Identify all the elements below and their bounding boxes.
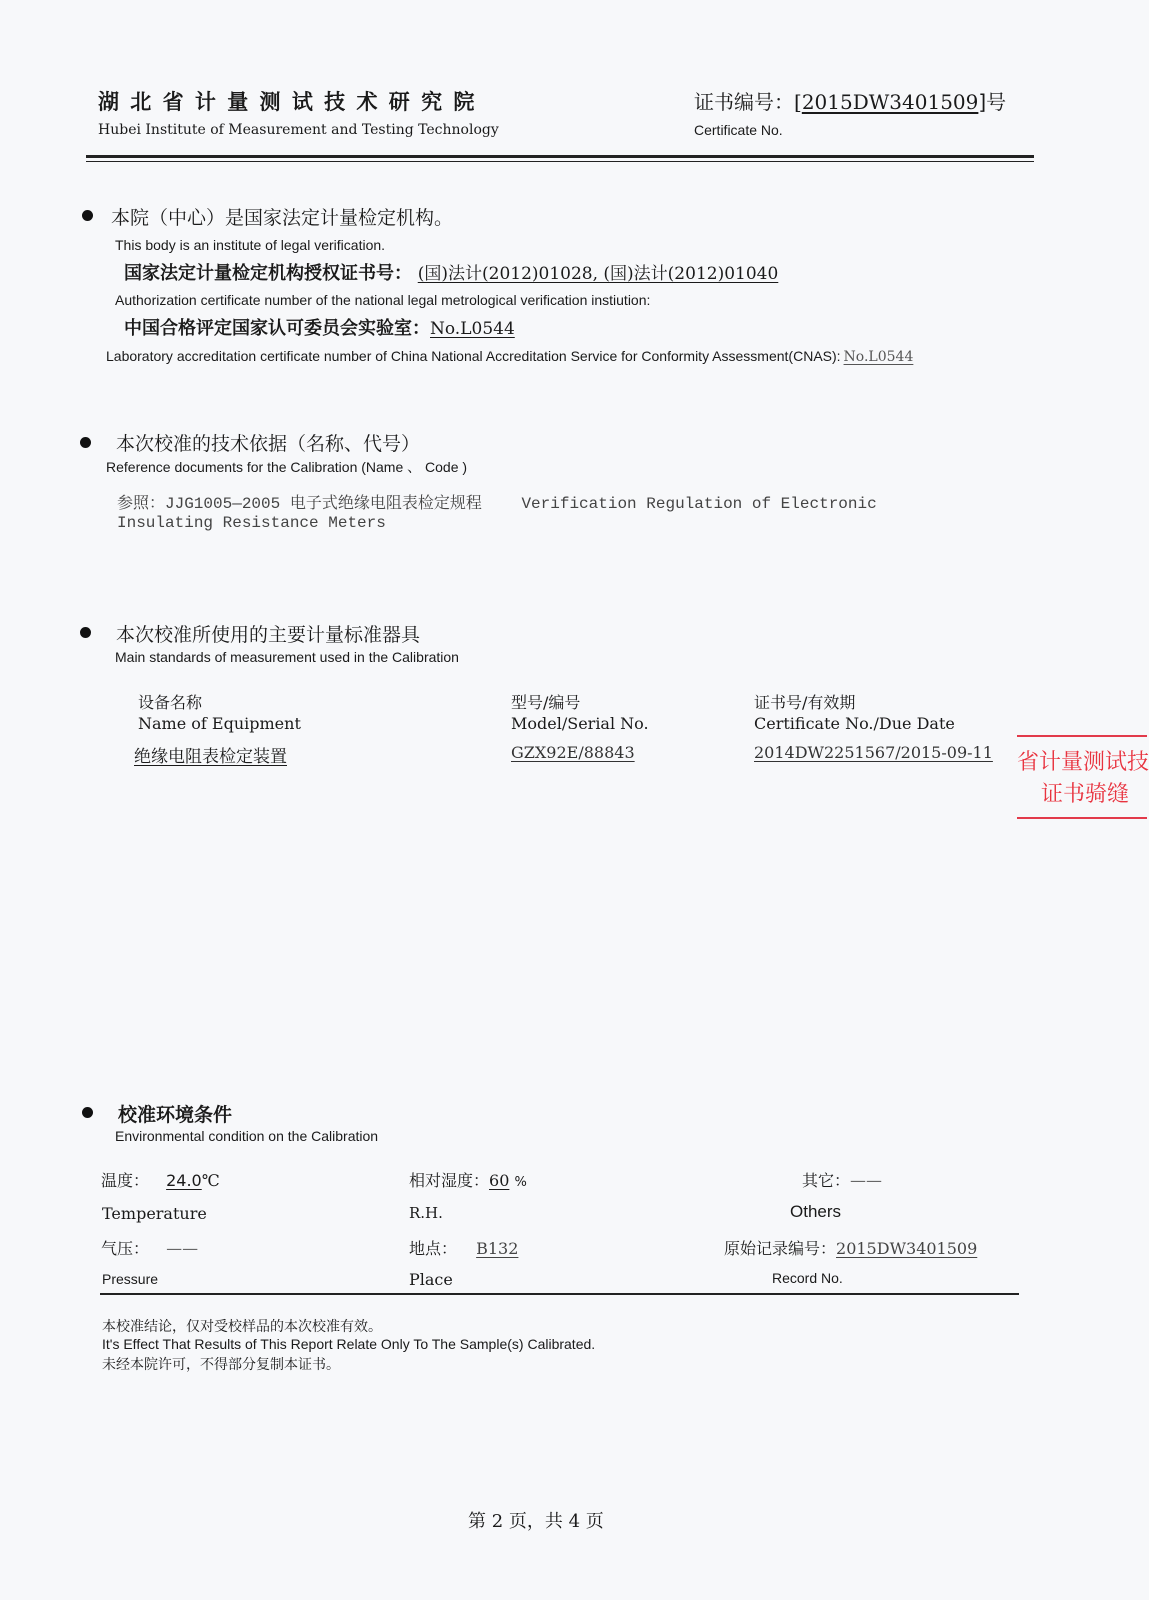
column-header-cert-cn: 证书号/有效期 xyxy=(754,693,856,712)
others-label-en: Others xyxy=(790,1202,842,1221)
reference-title-cn: 本次校准的技术依据（名称、代号） xyxy=(116,433,421,455)
column-header-name-en: Name of Equipment xyxy=(138,714,301,733)
reference-line-2: Insulating Resistance Meters xyxy=(117,514,386,532)
lab-label-cn: 中国合格评定国家认可委员会实验室： xyxy=(124,318,430,339)
lab-value-en: No.L0544 xyxy=(843,349,914,365)
pressure-value: —— xyxy=(166,1239,199,1258)
environment-title-cn: 校准环境条件 xyxy=(118,1104,233,1126)
record-field xyxy=(724,1236,977,1259)
humidity-value: 60 xyxy=(489,1171,510,1190)
reference-line-1 xyxy=(117,490,877,513)
standards-title-cn: 本次校准所使用的主要计量标准器具 xyxy=(116,624,421,646)
equipment-certificate: 2014DW2251567/2015-09-11 xyxy=(754,743,993,762)
authorization-label-cn: 国家法定计量检定机构授权证书号： xyxy=(124,263,412,284)
bullet-standards xyxy=(80,627,91,638)
authority-title-cn: 本院（中心）是国家法定计量检定机构。 xyxy=(111,207,454,229)
temperature-label-en: Temperature xyxy=(102,1204,207,1223)
equipment-model: GZX92E/88843 xyxy=(511,743,635,762)
authorization-line xyxy=(124,259,778,285)
cert-no-label: 证书编号： xyxy=(694,90,794,114)
place-value: B132 xyxy=(476,1239,519,1258)
record-label-en: Record No. xyxy=(772,1270,843,1286)
others-value: —— xyxy=(850,1171,883,1190)
institute-name-en: Hubei Institute of Measurement and Testing Technology xyxy=(98,122,499,138)
note-validity-cn: 本校准结论，仅对受校样品的本次校准有效。 xyxy=(102,1319,382,1335)
others-label-cn: 其它： xyxy=(802,1171,851,1190)
cert-no-close: ]号 xyxy=(978,90,1007,114)
seal-stamp xyxy=(1017,735,1147,819)
column-header-model-en: Model/Serial No. xyxy=(511,714,649,733)
column-header-model-cn: 型号/编号 xyxy=(511,693,581,712)
temperature-unit: ℃ xyxy=(201,1171,220,1190)
bullet-environment xyxy=(82,1107,93,1118)
place-label-cn: 地点： xyxy=(409,1239,458,1258)
temperature-label-cn: 温度： xyxy=(101,1171,150,1190)
authority-title-en: This body is an institute of legal verification. xyxy=(115,237,386,253)
column-header-name-cn: 设备名称 xyxy=(138,693,203,712)
header-rule-thin xyxy=(86,161,1034,162)
cert-no-value: 2015DW3401509 xyxy=(801,90,979,114)
pressure-label-en: Pressure xyxy=(102,1271,159,1287)
stamp-line-1: 省计量测试技 xyxy=(1017,750,1149,775)
lab-line xyxy=(124,314,515,340)
equipment-name: 绝缘电阻表检定装置 xyxy=(134,747,287,767)
cert-no-label-en: Certificate No. xyxy=(694,122,783,138)
header-rule-thick xyxy=(86,155,1034,158)
place-field xyxy=(409,1236,518,1259)
institute-name-cn: 湖 北 省 计 量 测 试 技 术 研 究 院 xyxy=(98,90,477,114)
reference-doc-en: Verification Regulation of Electronic xyxy=(521,495,877,513)
humidity-field xyxy=(409,1168,527,1191)
reference-title-en: Reference documents for the Calibration (Name 、 Code ) xyxy=(106,459,468,475)
authorization-label-en: Authorization certificate number of the national legal metrological verification instiution: xyxy=(115,292,651,308)
pressure-label-cn: 气压： xyxy=(101,1239,150,1258)
bullet-authority xyxy=(82,210,93,221)
pressure-field xyxy=(101,1236,198,1259)
lab-value: No.L0544 xyxy=(430,319,515,339)
humidity-label-cn: 相对湿度： xyxy=(409,1171,490,1190)
lab-label-en-text: Laboratory accreditation certificate number of China National Accreditation Service for Conformity Assessment(CNAS): xyxy=(106,348,841,364)
others-field xyxy=(802,1168,882,1191)
standards-title-en: Main standards of measurement used in the Calibration xyxy=(115,649,459,665)
record-label-cn: 原始记录编号： xyxy=(724,1239,837,1258)
stamp-line-2: 证书骑缝 xyxy=(1041,782,1130,807)
temperature-field xyxy=(101,1168,220,1191)
humidity-unit: % xyxy=(514,1175,527,1190)
reference-doc-cn: 参照：JJG1005—2005 电子式绝缘电阻表检定规程 xyxy=(117,495,482,513)
note-validity-en: It's Effect That Results of This Report Relate Only To The Sample(s) Calibrated. xyxy=(102,1336,596,1352)
page-number: 第 2 页，共 4 页 xyxy=(468,1511,604,1532)
column-header-cert-en: Certificate No./Due Date xyxy=(754,714,955,733)
environment-title-en: Environmental condition on the Calibration xyxy=(115,1128,379,1144)
cert-no-open-bracket: [ xyxy=(794,90,802,114)
temperature-value: 24.0 xyxy=(166,1171,202,1190)
record-value: 2015DW3401509 xyxy=(836,1239,978,1258)
bullet-reference xyxy=(80,437,91,448)
environment-rule xyxy=(100,1293,1019,1295)
note-copy-restriction: 未经本院许可，不得部分复制本证书。 xyxy=(102,1357,340,1373)
authorization-value: (国)法计(2012)01028, (国)法计(2012)01040 xyxy=(417,264,779,284)
place-label-en: Place xyxy=(409,1270,453,1289)
humidity-label-en: R.H. xyxy=(409,1204,443,1222)
certificate-number xyxy=(694,86,1006,115)
lab-label-en xyxy=(106,348,913,365)
